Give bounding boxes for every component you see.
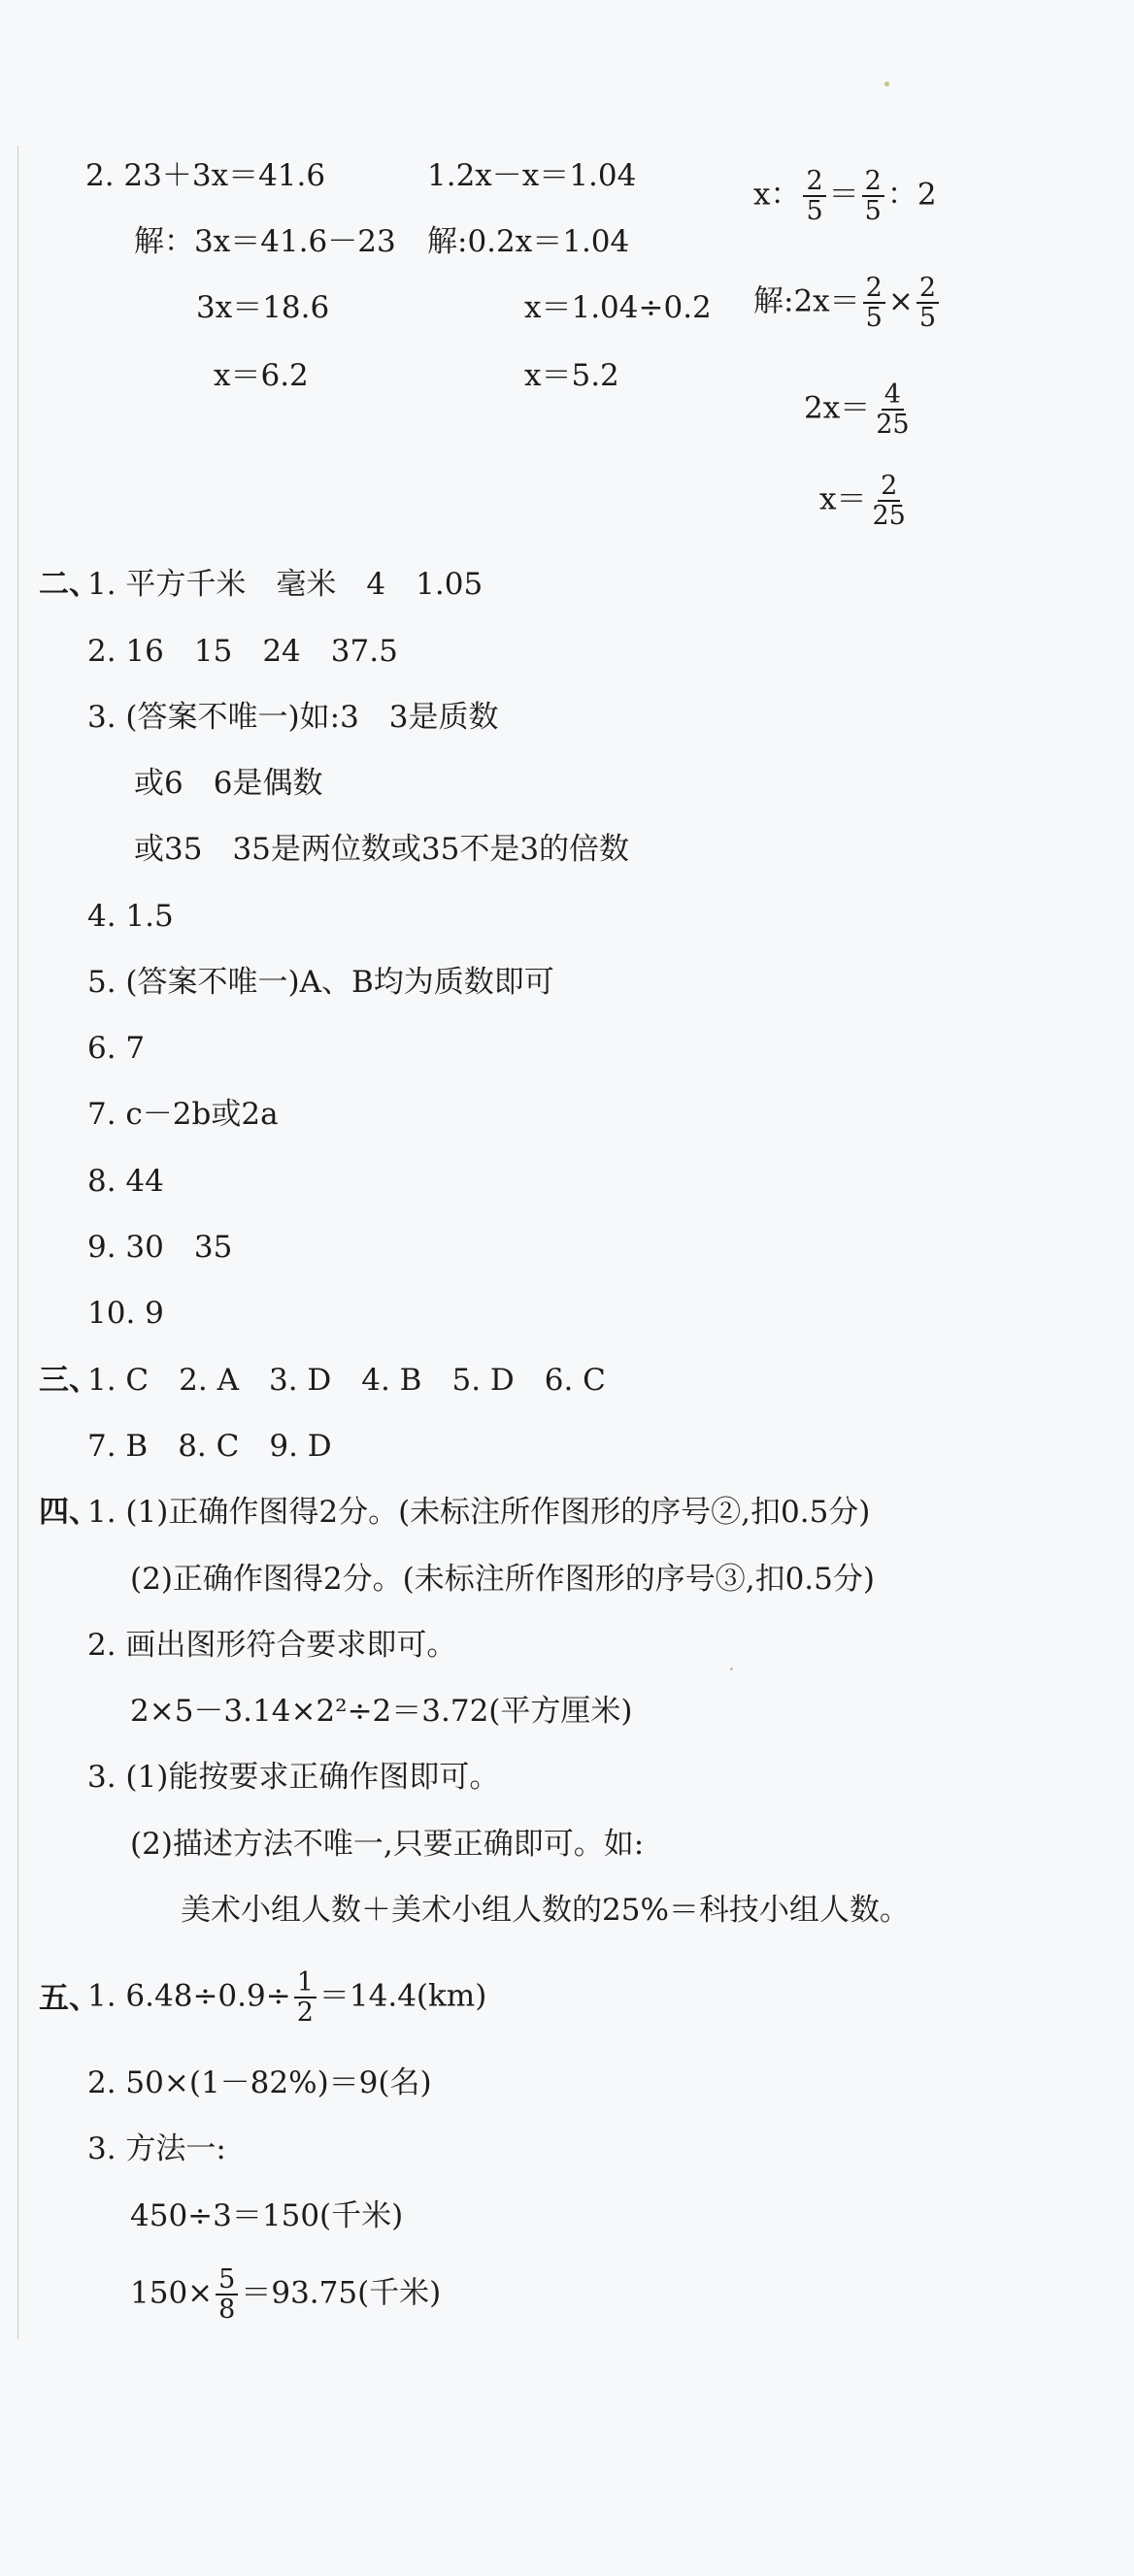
answer-line: 美术小组人数＋美术小组人数的25%＝科技小组人数。 — [181, 1893, 910, 1928]
fraction: $\frac{5}{8}$ — [216, 2265, 238, 2324]
answer-line: 6. 7 — [87, 1031, 146, 1066]
answer-line: 1. 6.48÷0.9÷ $\frac{1}{2}$ ＝14.4(km) — [87, 1967, 487, 2028]
section-heading: 五、 — [39, 1981, 99, 2016]
answer-line: 9. 30 35 — [87, 1230, 233, 1265]
fraction: $\frac{4}{25}$ — [876, 380, 910, 440]
answer-line: 450÷3＝150(千米) — [130, 2198, 404, 2233]
eq-line: 2. 23＋3x＝41.6 — [85, 158, 326, 193]
margin-line — [17, 146, 18, 2339]
eq-line: 3x＝18.6 — [196, 290, 330, 325]
answer-line: 1. C 2. A 3. D 4. B 5. D 6. C — [87, 1363, 606, 1398]
fraction: $\frac{2}{5}$ — [917, 274, 939, 332]
eq-line: 解：3x＝41.6－23 — [134, 224, 396, 259]
answer-line: 1. 平方千米 毫米 4 1.05 — [87, 567, 484, 602]
answer-line: (2)正确作图得2分。(未标注所作图形的序号③,扣0.5分) — [130, 1562, 875, 1597]
answer-line: 3. (1)能按要求正确作图即可。 — [87, 1760, 500, 1795]
answer-line: 2. 16 15 24 37.5 — [87, 634, 398, 669]
ratio-equation: 解:2x＝ $\frac{2}{5}$ × $\frac{2}{5}$ — [753, 274, 942, 332]
answer-line: 3. (答案不唯一)如:3 3是质数 — [87, 700, 499, 735]
eq-line: x＝6.2 — [214, 358, 309, 393]
answer-line: 或6 6是偶数 — [134, 766, 323, 801]
fraction: $\frac{1}{2}$ — [294, 1968, 317, 2027]
section-heading: 二、 — [39, 567, 99, 602]
eq-line: 解:0.2x＝1.04 — [427, 224, 630, 259]
speck — [730, 1668, 733, 1670]
ratio-equation: x＝ $\frac{2}{25}$ — [819, 472, 912, 530]
answer-line: 1. (1)正确作图得2分。(未标注所作图形的序号②,扣0.5分) — [87, 1495, 871, 1530]
answer-line: 3. 方法一: — [87, 2131, 226, 2166]
eq-line: x＝1.04÷0.2 — [524, 290, 712, 325]
fraction: $\frac{2}{5}$ — [862, 167, 884, 225]
answer-line: 2×5－3.14×2²÷2＝3.72(平方厘米) — [130, 1694, 633, 1729]
fraction: $\frac{2}{5}$ — [863, 274, 885, 332]
answer-line: 2. 画出图形符合要求即可。 — [87, 1628, 457, 1663]
answer-line: 7. c－2b或2a — [87, 1097, 279, 1132]
section-heading: 四、 — [39, 1495, 99, 1530]
answer-line: 7. B 8. C 9. D — [87, 1429, 332, 1464]
answer-line: 5. (答案不唯一)A、B均为质数即可 — [87, 965, 554, 1000]
answer-line: 10. 9 — [87, 1296, 164, 1331]
ratio-equation: 2x＝ $\frac{4}{25}$ — [804, 380, 916, 439]
eq-line: 1.2x－x＝1.04 — [427, 158, 637, 193]
ratio-equation: x： $\frac{2}{5}$ ＝ $\frac{2}{5}$ ：2 — [753, 166, 937, 226]
answer-line: 4. 1.5 — [87, 899, 174, 934]
answer-line: 或35 35是两位数或35不是3的倍数 — [134, 832, 630, 867]
eq-line: x＝5.2 — [524, 358, 619, 393]
speck — [884, 82, 889, 86]
answer-line: 150× $\frac{5}{8}$ ＝93.75(千米) — [130, 2264, 442, 2325]
section-heading: 三、 — [39, 1363, 99, 1398]
fraction: $\frac{2}{5}$ — [803, 167, 825, 225]
answer-line: (2)描述方法不唯一,只要正确即可。如: — [130, 1827, 645, 1862]
answer-line: 2. 50×(1－82%)＝9(名) — [87, 2065, 432, 2100]
fraction: $\frac{2}{25}$ — [872, 471, 906, 531]
answer-line: 8. 44 — [87, 1164, 164, 1199]
